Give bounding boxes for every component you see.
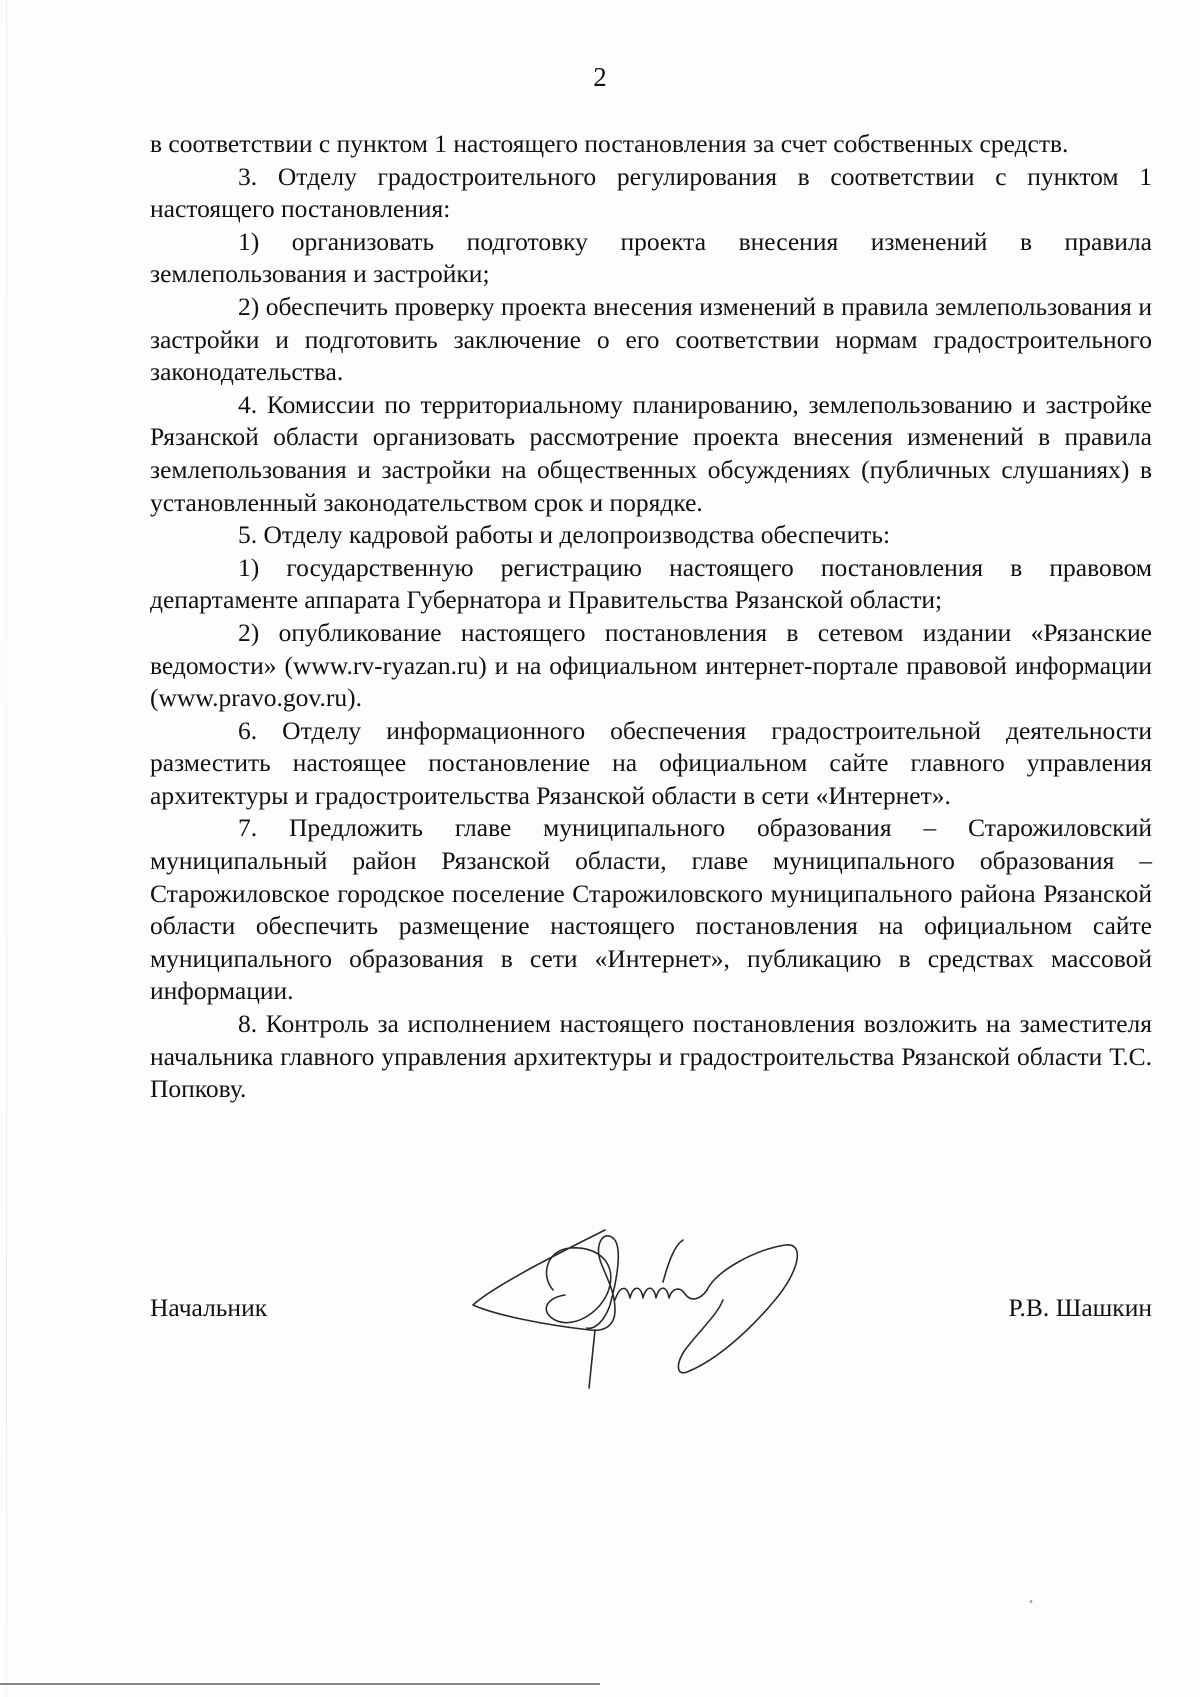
paragraph-item-3: 3. Отделу градостроительного регулирования в соответствии с пунктом 1 настоящего постановления:: [150, 161, 1152, 224]
signature-stroke-loop: [546, 1248, 610, 1323]
signatory-position: Начальник: [150, 1293, 268, 1322]
signature-stroke-descender: [589, 1330, 595, 1388]
signature-stroke-hook: [663, 1240, 683, 1282]
document-body: [150, 128, 1152, 1106]
scan-speck: [1029, 1600, 1032, 1604]
signature-stroke-main: [473, 1230, 618, 1330]
handwritten-signature: [455, 1190, 835, 1400]
paragraph-subitem-3-2: 2) обеспечить проверку проекта внесения изменений в правила землепользования и застройки и подготовить заключение о его соответствии нормам градостроительного законодательства.: [150, 291, 1152, 387]
page-number: 2: [593, 62, 607, 92]
paragraph-subitem-5-1: 1) государственную регистрацию настоящего постановления в правовом департаменте аппарата Губернатора и Правительства Рязанской области;: [150, 552, 1152, 615]
scan-bottom-edge: [0, 1683, 600, 1685]
paragraph-item-6: 6. Отделу информационного обеспечения градостроительной деятельности разместить настоящее постановление на официальном сайте главного управления архитектуры и градостроительства Рязанской области в сети «Интернет».: [150, 715, 1152, 810]
paragraph-item-5: 5. Отделу кадровой работы и делопроизводства обеспечить:: [238, 520, 891, 550]
paragraph-continuation: в соответствии с пунктом 1 настоящего постановления за счет собственных средств.: [150, 129, 1069, 158]
paragraph-subitem-3-1: 1) организовать подготовку проекта внесения изменений в правила землепользования и застройки;: [150, 226, 1152, 289]
paragraph-item-8: 8. Контроль за исполнением настоящего постановления возложить на заместителя начальника главного управления архитектуры и градостроительства Рязанской области Т.С. Попкову.: [150, 1009, 1152, 1104]
paragraph-item-7: 7. Предложить главе муниципального образования – Старожиловский муниципальный район Рязанской области, главе муниципального образования – Старожиловское городское поселение Старожиловского муниципального района Рязанской области обеспечить размещение настоящего постановления на официальном сайте муниципального образования в сети «Интернет», публикацию в средствах массовой информации.: [150, 813, 1152, 1006]
scan-edge: [6, 0, 7, 1697]
paragraph-subitem-5-2: 2) опубликование настоящего постановления в сетевом издании «Рязанские ведомости» (www.rv-ryazan.ru) и на официальном интернет-портале правовой информации (www.pravo.gov.ru).: [150, 617, 1152, 713]
signature-stroke-tail: [678, 1245, 797, 1373]
signatory-name: Р.В. Шашкин: [1008, 1293, 1152, 1322]
signature-stroke-letters: [615, 1288, 707, 1300]
paragraph-item-4: 4. Комиссии по территориальному планированию, землепользованию и застройке Рязанской области организовать рассмотрение проекта внесения изменений в правила землепользования и застройки на общественных обсуждениях (публичных слушаниях) в установленный законодательством срок и порядке.: [150, 389, 1152, 517]
